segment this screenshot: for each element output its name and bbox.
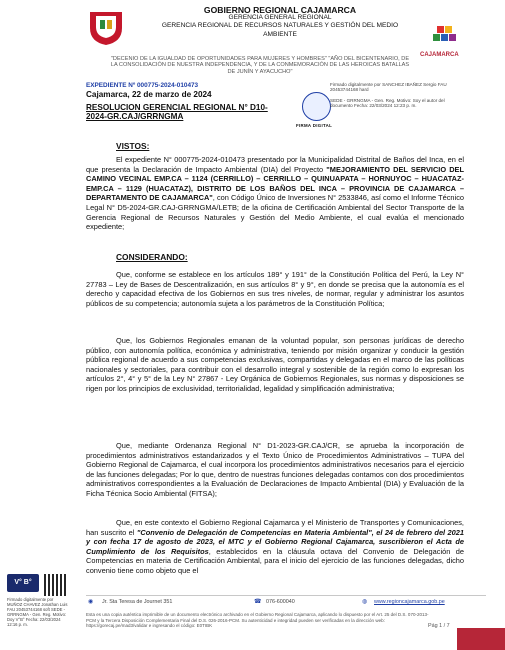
footer-website-link[interactable]: www.regioncajamarca.gob.pe (374, 599, 445, 605)
footer-address: Jr. Sta Teresa de Journet 351 (102, 599, 173, 605)
digital-signature-label: FIRMA DIGITAL (296, 123, 333, 128)
paragraph-text: Que, los Gobiernos Regionales emanan de la voluntad popular, son personas jurídicas de derecho público, con autonomía política, económica y administrativa, teniendo por misión organizar y conducir la gestión pública regional de acuerdo a sus competencias exclusivas, compartidas y delegadas en el marco de las políticas nacionales y sectoriales, para contribuir con el desarrollo integral y sostenible de la región como lo expresan los artículos 2°, 4° y 5° de la Ley N° 27867 - Ley Orgánica de Gobiernos Regionales, sus normas y disposiciones se rigen por los principios de exclusividad, territorialidad, legalidad y simplificación administrativa; (86, 336, 464, 393)
phone-icon: ☎ (254, 599, 262, 605)
paragraph-considerando-4 (86, 518, 464, 576)
paragraph-text: Que, mediante Ordenanza Regional N° D1-2023-GR.CAJ/CR, se aprueba la incorporación de procedimientos administrativos estandarizados y el Texto Único de Procedimientos Administrativos – TUPA del Gobierno Regional de Cajamarca, el cual incorpora los procedimientos administrativos necesarios para el ejercicio de las funciones delegadas; Por lo que, dentro de nuestras funciones delegadas contamos con dos procedimientos administrativos correspondientes a la Evaluación de Declaraciones de Impacto Ambiental (DIA) y Evaluación de la Ficha Técnica Socio Ambiental (FITSA); (86, 441, 464, 498)
cajamarca-logo-icon (428, 24, 462, 50)
footer-divider (86, 595, 486, 596)
decorative-bar (457, 628, 505, 650)
org-name: GOBIERNO REGIONAL CAJAMARCA (203, 5, 357, 15)
convenio-title: "Convenio de Delegación de Competencias en Materia Ambiental", el 24 de febrero del 2021 y con fecha 17 de agosto de 2023, el MTC y el Gobierno Regional Cajamarca, suscribieron el Acta de Cumplimiento de los Requisitos (86, 527, 464, 556)
paragraph-vistos (86, 155, 464, 232)
paragraph-text: Que, en este contexto el Gobierno Regional Cajamarca y el Ministerio de Transportes y Comunicaciones, han suscrito el (86, 518, 464, 537)
logo-label: CAJAMARCA (420, 52, 459, 58)
page-number: Pág 1 / 7 (428, 623, 450, 629)
official-motto: "DECENIO DE LA IGUALDAD DE OPORTUNIDADES PARA MUJERES Y HOMBRES" "AÑO DEL BICENTENARIO, DE LA CONSOLIDACIÓN DE NUESTRA INDEPENDENCIA, Y DE LA CONMEMORACIÓN DE LAS HEROICAS BATALLAS DE JUNÍN Y AYACUCHO" (110, 56, 410, 75)
paragraph-text: Que, conforme se establece en los artículos 189° y 191° de la Constitución Política del Perú, la Ley N° 27783 – Ley de Bases de Descentralización, en sus artículos 8° y 9°, en donde se precisa que la autonomía es el derecho y capacidad efectiva de los Gobiernos en sus tres niveles, de normar, regular y administrar los asuntos públicos de su competencia; autonomía sujeta a los parámetros de la Constitución Política; (86, 270, 464, 308)
footer-phone: 076-600040 (266, 599, 295, 605)
section-vistos: VISTOS: (116, 141, 150, 151)
visto-bueno-badge: V° B° (7, 574, 39, 592)
document-date: Cajamarca, 22 de marzo de 2024 (86, 90, 212, 99)
unit-name: GERENCIA REGIONAL DE RECURSOS NATURALES Y GESTIÓN DEL MEDIO AMBIENTE (161, 22, 399, 38)
paragraph-text: , establecidos en la cláusula octava del Convenio de Delegación de Competencias en materia de Certificación Ambiental, para el inicio del ejercicio de las funciones delegadas, dicho convenio tiene como objeto que el (86, 546, 465, 575)
expediente-number: EXPEDIENTE Nº 000775-2024-010473 (86, 82, 199, 89)
location-pin-icon: ◉ (88, 599, 94, 605)
project-name: "MEJORAMIENTO DEL SERVICIO DEL CAMINO VECINAL EMP.CA – 1124 (CERRILLO) – CERRILLO – QUINUAPATA – HORNUYOC – HUACATAZ-EMP.CA – 1129 (HUACATAZ), DISTRITO DE LOS BAÑOS DEL INCA – PROVINCIA DE CAJAMARCA – DEPARTAMENTO DE CAJAMARCA" (86, 164, 464, 203)
document-header (150, 6, 410, 39)
visto-bueno-signature: Firmado digitalmente por MUÑOZ CHAVEZ Jonathan Luis FAU 20453744168 soft SEDE - GRRNGMA - Gen. Reg. Motivo: Doy V°B° Fecha: 22/03/2024 12:16 p. m. (7, 597, 68, 627)
signature-details: SEDE - GRRNGMA - Gen. Reg. Motivo: Soy el autor del documento Fecha: 22/03/2024 12:23 p. m. (330, 98, 445, 109)
regional-coat-of-arms-icon (86, 8, 126, 46)
qr-code-icon (44, 574, 66, 596)
department-name: GERENCIA GENERAL REGIONAL (228, 14, 332, 22)
paragraph-text: El expediente N° 000775-2024-010473 presentado por la Municipalidad Distrital de Baños del Inca, en el que presenta la Declaración de Impacto Ambiental (DIA) del Proyecto (86, 155, 464, 174)
paragraph-considerando-3 (86, 441, 464, 499)
digital-signature-seal-icon (302, 92, 331, 121)
authenticity-note: Esta es una copia auténtica imprimible de un documento electrónico archivado en el Gobierno Regional Cajamarca, aplicando lo dispuesto por el Art. 25 del D.S. 070-2013-PCM y la Tercera Disposición Complementaria Final del D.S. 026-2016-PCM. Su autenticidad e integridad pueden ser verificadas en la dirección web: https://gorecaj.pe/mad3/validar e ingresando el código: E0TIBK (86, 612, 429, 629)
resolution-number: RESOLUCION GERENCIAL REGIONAL N° D10-2024-GR.CAJ/GRRNGMA (86, 103, 268, 121)
paragraph-text: , con Código Único de Inversiones N° 2533846, así como el Informe Técnico Legal N° D5-2024-GR.CAJ-GRRNGMA/LETB; de la oficina de Certificación Ambiental del Sector Transporte de la Gerencia Regional de Recursos Naturales y Gestión del Medio Ambiente, el cual evalúa el mencionado expediente; (86, 193, 464, 232)
signature-signer: Firmado digitalmente por SANCHEZ IBAÑEZ Sergio FAU 20453744168 hard (330, 82, 447, 92)
globe-icon: ◍ (362, 599, 368, 605)
paragraph-considerando-2 (86, 336, 464, 394)
section-considerando: CONSIDERANDO: (116, 252, 188, 262)
paragraph-considerando-1 (86, 270, 464, 308)
